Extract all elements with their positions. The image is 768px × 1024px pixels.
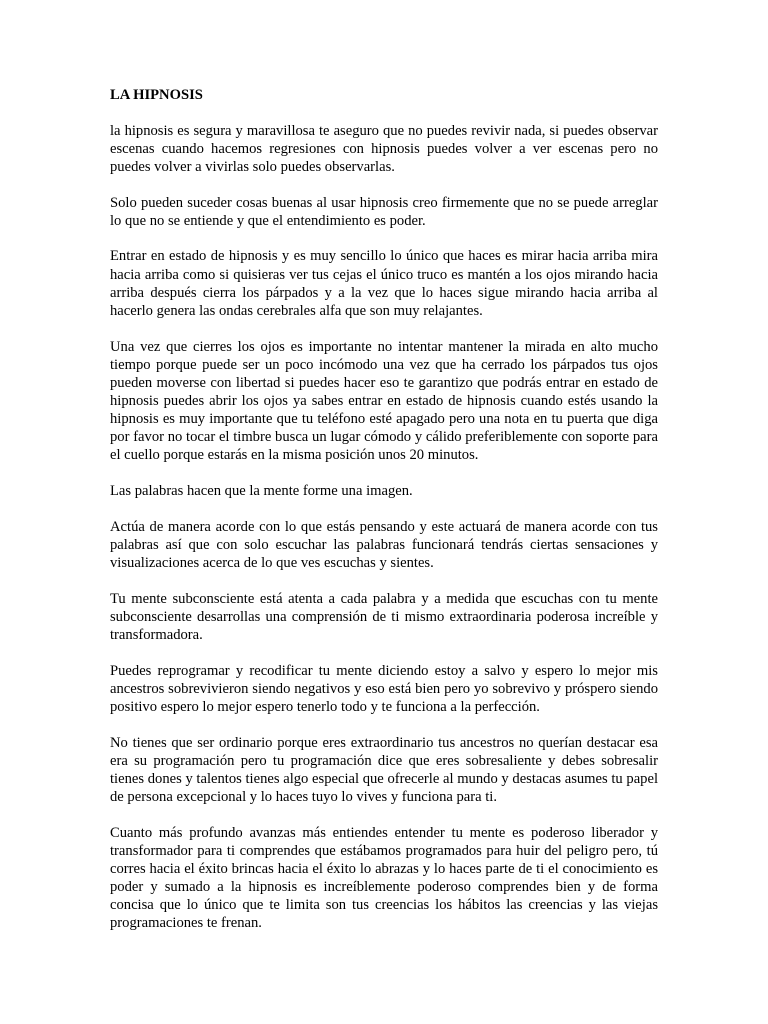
paragraph-10: Cuanto más profundo avanzas más entiendes entender tu mente es poderoso liberador y transformador para ti comprendes que estábamos programados para huir del peligro pero, tú corres hacia el éxito brincas hacia el éxito lo abrazas y lo haces parte de ti el conocimiento es poder y sumado a la hipnosis es increíblemente poderoso comprendes bien y de forma concisa que lo único que te limita son tus creencias los hábitos las creencias y las viejas programaciones te frenan.: [110, 824, 658, 932]
paragraph-4: Una vez que cierres los ojos es importante no intentar mantener la mirada en alto mucho tiempo porque puede ser un poco incómodo una vez que ha cerrado los párpados tus ojos pueden moverse con libertad si puedes hacer eso te garantizo que podrás entrar en estado de hipnosis puedes abrir los ojos ya sabes entrar en estado de hipnosis cuando estés usando la hipnosis es muy importante que tu teléfono esté apagado pero una nota en tu puerta que diga por favor no tocar el timbre busca un lugar cómodo y cálido preferiblemente con soporte para el cuello porque estarás en la misma posición unos 20 minutos.: [110, 338, 658, 464]
paragraph-9: No tienes que ser ordinario porque eres extraordinario tus ancestros no querían destacar esa era su programación pero tu programación dice que eres sobresaliente y debes sobresalir tienes dones y talentos tienes algo especial que ofrecerle al mundo y destacas asumes tu papel de persona excepcional y lo haces tuyo lo vives y funciona para ti.: [110, 734, 658, 805]
paragraph-6: Actúa de manera acorde con lo que estás pensando y este actuará de manera acorde con tus palabras así que con solo escuchar las palabras funcionará tendrás ciertas sensaciones y visualizaciones acerca de lo que ves escuchas y sientes.: [110, 518, 658, 571]
paragraph-3: Entrar en estado de hipnosis y es muy sencillo lo único que haces es mirar hacia arriba mira hacia arriba como si quisieras ver tus cejas el único truco es mantén a los ojos mirando hacia arriba después cierra los párpados y a la vez que lo haces sigue mirando hacia arriba al hacerlo genera las ondas cerebrales alfa que son muy relajantes.: [110, 248, 658, 319]
paragraph-8: Puedes reprogramar y recodificar tu mente diciendo estoy a salvo y espero lo mejor mis ancestros sobrevivieron siendo negativos y eso está bien pero yo sobrevivo y próspero siendo positivo espero lo mejor espero tenerlo todo y te funciona a la perfección.: [110, 662, 658, 715]
paragraph-1: la hipnosis es segura y maravillosa te aseguro que no puedes revivir nada, si puedes observar escenas cuando hacemos regresiones con hipnosis puedes volver a ver escenas pero no puedes volver a vivirlas solo puedes observarlas.: [110, 122, 658, 175]
paragraph-7: Tu mente subconsciente está atenta a cada palabra y a medida que escuchas con tu mente subconsciente desarrollas una comprensión de ti mismo extraordinaria poderosa increíble y transformadora.: [110, 590, 658, 643]
document-title: LA HIPNOSIS: [110, 87, 203, 103]
paragraph-5: Las palabras hacen que la mente forme una imagen.: [110, 482, 413, 499]
paragraph-2: Solo pueden suceder cosas buenas al usar hipnosis creo firmemente que no se puede arreglar lo que no se entiende y que el entendimiento es poder.: [110, 194, 658, 229]
document-page: [110, 86, 658, 950]
